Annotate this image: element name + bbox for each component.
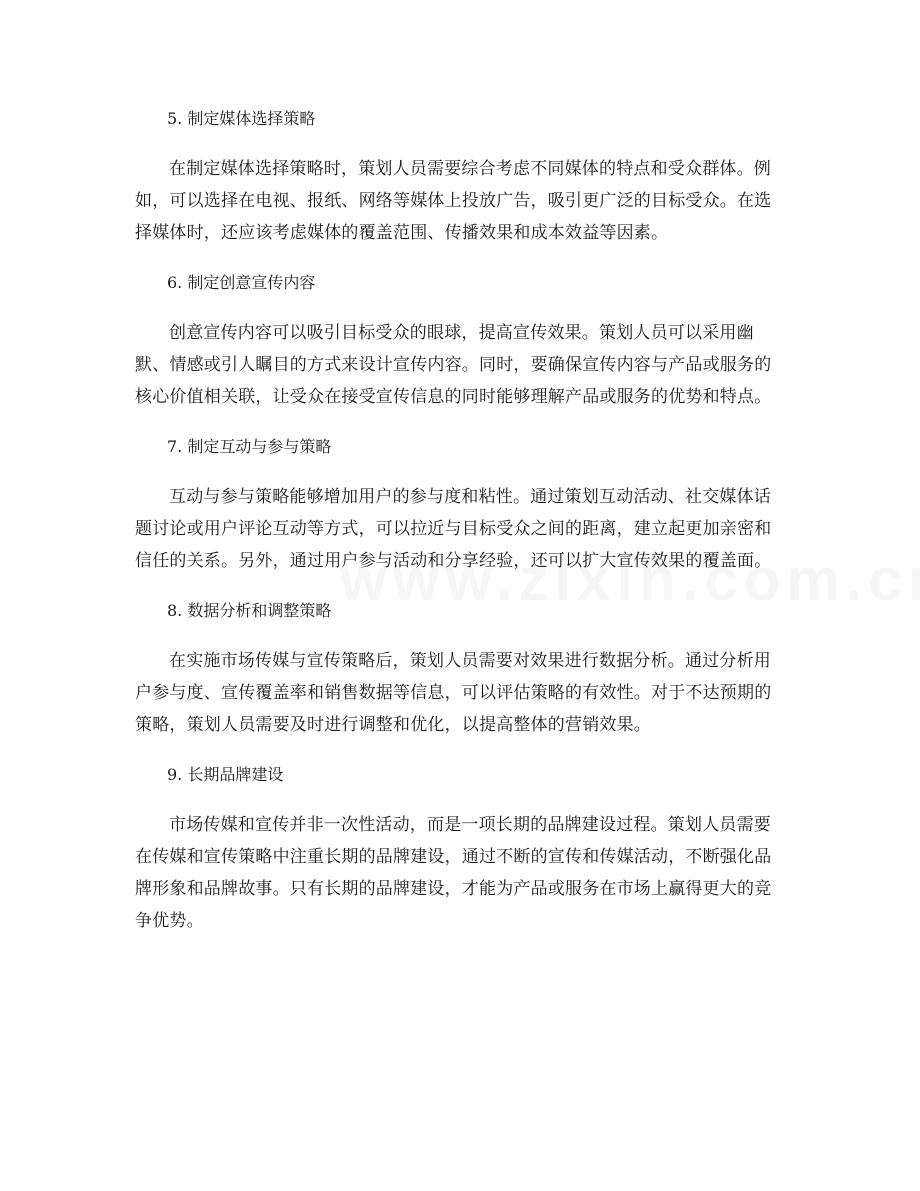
- section-heading: 9. 长期品牌建设: [167, 765, 284, 784]
- section-data-analysis: [135, 595, 783, 741]
- section-interaction-strategy: [135, 431, 783, 577]
- section-heading: 6. 制定创意宣传内容: [167, 273, 316, 292]
- section-media-selection: [135, 103, 783, 249]
- section-creative-content: [135, 267, 783, 413]
- section-paragraph: 互动与参与策略能够增加用户的参与度和粘性。通过策划互动活动、社交媒体话题讨论或用户评论互动等方式，可以拉近与目标受众之间的距离，建立起更加亲密和信任的关系。另外，通过用户参与活动和分享经验，还可以扩大宣传效果的覆盖面。: [135, 487, 772, 571]
- section-paragraph: 在实施市场传媒与宣传策略后，策划人员需要对效果进行数据分析。通过分析用户参与度、宣传覆盖率和销售数据等信息，可以评估策略的有效性。对于不达预期的策略，策划人员需要及时进行调整和优化，以提高整体的营销效果。: [135, 651, 772, 735]
- section-heading: 8. 数据分析和调整策略: [167, 601, 332, 620]
- section-paragraph: 市场传媒和宣传并非一次性活动，而是一项长期的品牌建设过程。策划人员需要在传媒和宣传策略中注重长期的品牌建设，通过不断的宣传和传媒活动，不断强化品牌形象和品牌故事。只有长期的品牌建设，才能为产品或服务在市场上赢得更大的竞争优势。: [135, 815, 772, 931]
- section-brand-building: [135, 759, 783, 937]
- section-heading: 7. 制定互动与参与策略: [167, 437, 332, 456]
- section-heading: 5. 制定媒体选择策略: [167, 109, 316, 128]
- section-paragraph: 在制定媒体选择策略时，策划人员需要综合考虑不同媒体的特点和受众群体。例如，可以选择在电视、报纸、网络等媒体上投放广告，吸引更广泛的目标受众。在选择媒体时，还应该考虑媒体的覆盖范围、传播效果和成本效益等因素。: [135, 159, 772, 243]
- document-body: [135, 103, 783, 955]
- section-paragraph: 创意宣传内容可以吸引目标受众的眼球，提高宣传效果。策划人员可以采用幽默、情感或引人瞩目的方式来设计宣传内容。同时，要确保宣传内容与产品或服务的核心价值相关联，让受众在接受宣传信息的同时能够理解产品或服务的优势和特点。: [135, 323, 772, 407]
